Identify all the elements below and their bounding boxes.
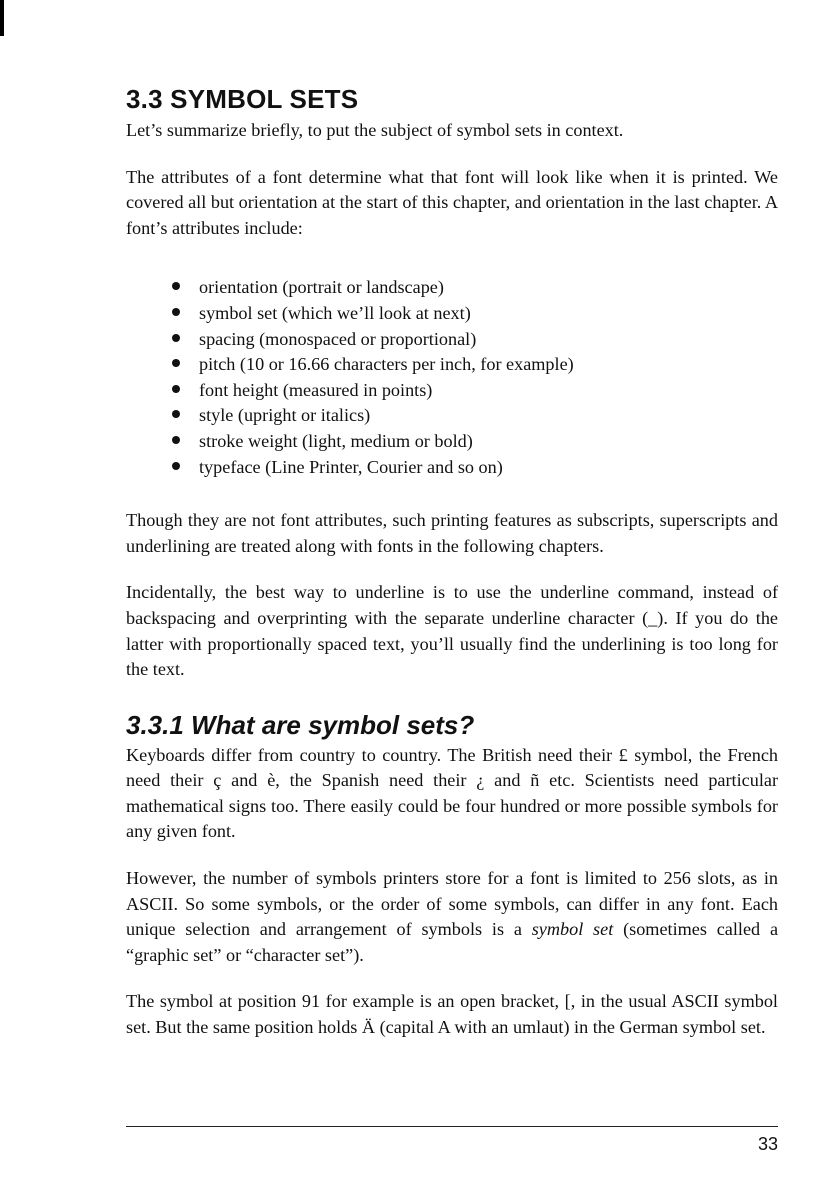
keyboards-paragraph: Keyboards differ from country to country. The British need their £ symbol, the French need their ç and è, the Spanish need their ¿ and ñ etc. Scientists need particular mathematical signs too. There easily could be four hundred or more possible symbols for any given font.: [126, 744, 778, 842]
underline-paragraph: Incidentally, the best way to underline is to use the underline command, instead of backspacing and overprinting with the separate underline character (_). If you do the latter with proportionally spaced text, you’ll usually find the underlining is too long for the text.: [126, 582, 778, 680]
list-item-text: pitch (10 or 16.66 characters per inch, for example): [199, 354, 574, 375]
bullet-icon: [172, 308, 180, 316]
position-paragraph: The symbol at position 91 for example is an open bracket, [, in the usual ASCII symbol set. But the same position holds Ä (capital A with an umlaut) in the German symbol set.: [126, 991, 778, 1038]
bullet-icon: [172, 436, 180, 444]
list-item: [172, 403, 778, 429]
list-item-text: orientation (portrait or landscape): [199, 277, 444, 298]
list-item-text: style (upright or italics): [199, 405, 371, 426]
bullet-icon: [172, 282, 180, 290]
bullet-icon: [172, 410, 180, 418]
list-item: [172, 352, 778, 378]
attributes-list: [172, 275, 778, 480]
intro-paragraph: Let’s summarize briefly, to put the subject of symbol sets in context.: [126, 120, 624, 140]
bullet-icon: [172, 359, 180, 367]
symbol-set-term: symbol set: [531, 919, 614, 940]
slots-paragraph: [126, 866, 778, 968]
bullet-icon: [172, 385, 180, 393]
list-item-text: typeface (Line Printer, Courier and so on): [199, 456, 503, 477]
section-title: 3.3 SYMBOL SETS: [126, 84, 359, 114]
list-item: [172, 455, 778, 481]
list-item: [172, 301, 778, 327]
list-item: [172, 429, 778, 455]
attributes-paragraph: The attributes of a font determine what that font will look like when it is printed. We covered all but orientation at the start of this chapter, and orientation in the last chapter. A font’s attributes include:: [126, 166, 778, 238]
page-number: 33: [757, 1134, 778, 1154]
document-page: [126, 82, 778, 1041]
list-item-text: font height (measured in points): [199, 379, 433, 400]
slots-paragraph-end: (sometimes called a “graphic set” or “character set”).: [126, 919, 779, 965]
list-item: [172, 327, 778, 353]
list-item: [172, 378, 778, 404]
bullet-icon: [172, 462, 180, 470]
footer-rule: [126, 1126, 778, 1127]
bullet-icon: [172, 334, 180, 342]
list-item-text: stroke weight (light, medium or bold): [199, 430, 473, 451]
list-item-text: symbol set (which we’ll look at next): [199, 302, 471, 323]
subsection-title: 3.3.1 What are symbol sets?: [126, 709, 475, 740]
list-item-text: spacing (monospaced or proportional): [199, 328, 477, 349]
margin-bar: [0, 0, 4, 36]
slots-paragraph-start: However, the number of symbols printers store for a font is limited to 256 slots, as in ASCII. So some symbols, or the order of some symbols, can differ in any font. Each unique selection and arrangement of symbols is a: [126, 868, 778, 940]
features-paragraph: Though they are not font attributes, such printing features as subscripts, superscripts and underlining are treated along with fonts in the following chapters.: [126, 510, 778, 556]
list-item: [172, 275, 778, 301]
